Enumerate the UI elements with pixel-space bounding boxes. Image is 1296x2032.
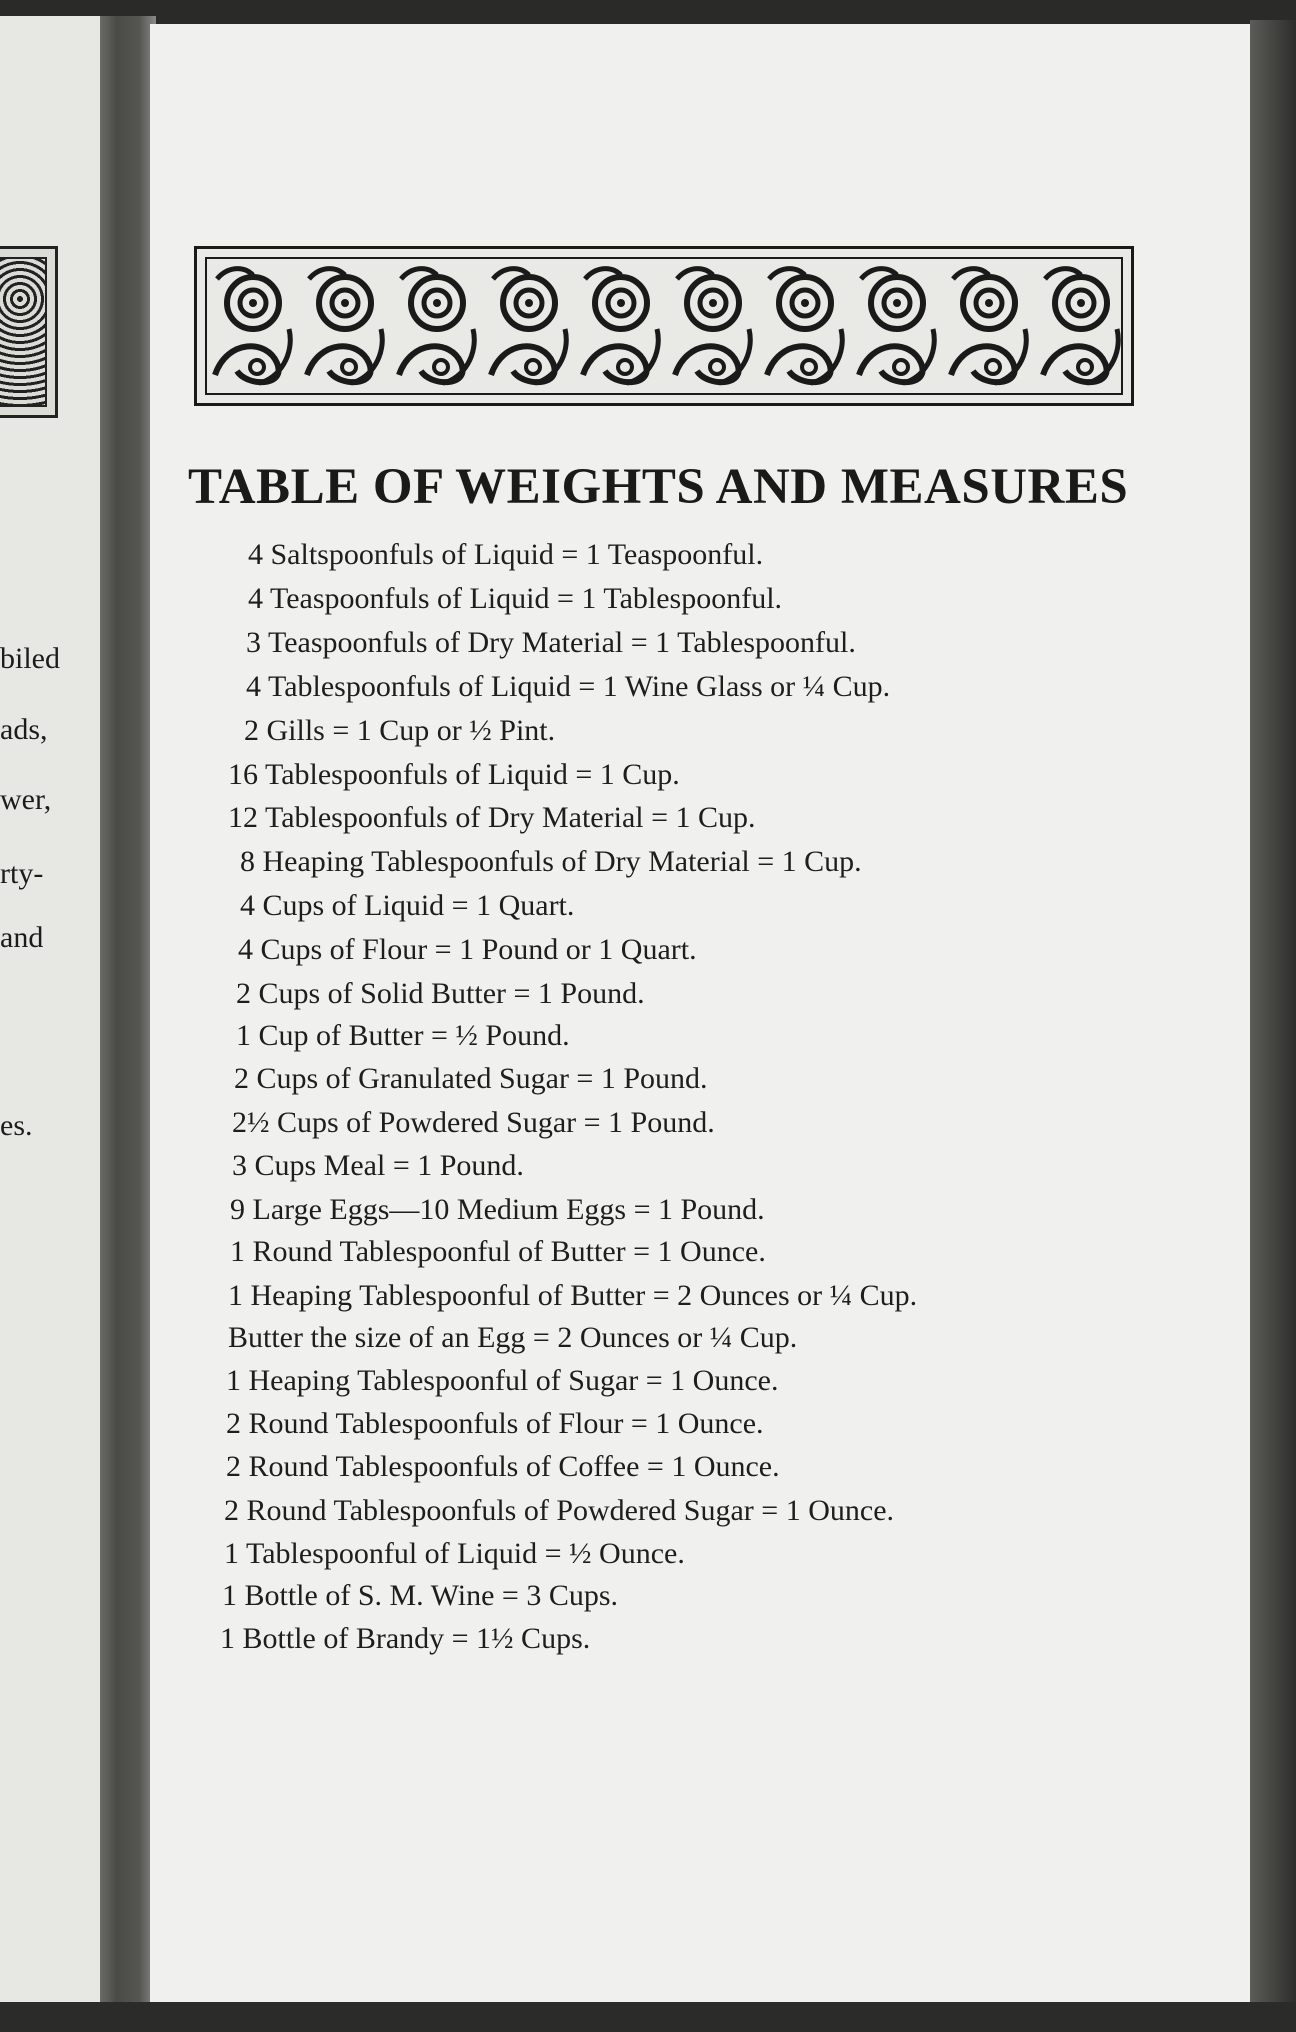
measure-row: 1 Bottle of Brandy = 1½ Cups. <box>220 1622 591 1655</box>
measure-row: 16 Tablespoonfuls of Liquid = 1 Cup. <box>228 758 680 791</box>
measure-row: 2½ Cups of Powdered Sugar = 1 Pound. <box>232 1106 715 1139</box>
page-title: TABLE OF WEIGHTS AND MEASURES <box>188 459 1129 515</box>
scroll-motif <box>399 269 474 383</box>
measure-row: 12 Tablespoonfuls of Dry Material = 1 Cup. <box>228 801 756 834</box>
previous-page-fragment: rty- <box>0 857 44 890</box>
previous-page-fragment: es. <box>0 1109 33 1142</box>
measure-row: 4 Cups of Flour = 1 Pound or 1 Quart. <box>238 933 697 966</box>
previous-page <box>0 16 100 2006</box>
measure-row: 3 Teaspoonfuls of Dry Material = 1 Tablespoonful. <box>246 626 856 659</box>
scroll-motif <box>583 269 658 383</box>
previous-page-fragment: wer, <box>0 783 52 816</box>
measure-row: 2 Round Tablespoonfuls of Coffee = 1 Ounce. <box>226 1450 780 1483</box>
measure-row: 1 Bottle of S. M. Wine = 3 Cups. <box>222 1579 619 1612</box>
measure-row: 2 Round Tablespoonfuls of Flour = 1 Ounce. <box>226 1407 764 1440</box>
scroll-motif <box>859 269 934 383</box>
measure-row: 4 Tablespoonfuls of Liquid = 1 Wine Glass or ¼ Cup. <box>246 670 891 703</box>
scroll-motif <box>215 269 290 383</box>
measure-row: 1 Cup of Butter = ½ Pound. <box>236 1019 570 1052</box>
measure-row: 1 Heaping Tablespoonful of Butter = 2 Ounces or ¼ Cup. <box>228 1279 918 1312</box>
scroll-motif <box>675 269 750 383</box>
measure-row: 1 Round Tablespoonful of Butter = 1 Ounce. <box>230 1235 766 1268</box>
measure-row: 2 Cups of Granulated Sugar = 1 Pound. <box>234 1062 708 1095</box>
measure-row: 2 Cups of Solid Butter = 1 Pound. <box>236 977 645 1010</box>
measure-row: 4 Teaspoonfuls of Liquid = 1 Tablespoonful. <box>248 582 783 615</box>
previous-page-ornament <box>0 246 58 418</box>
previous-page-fragment: and <box>0 921 44 954</box>
measure-row: 2 Round Tablespoonfuls of Powdered Sugar = 1 Ounce. <box>224 1494 895 1527</box>
scroll-motif <box>491 269 566 383</box>
previous-page-fragment: biled <box>0 642 60 675</box>
measure-row: 1 Heaping Tablespoonful of Sugar = 1 Ounce. <box>226 1364 779 1397</box>
measure-row: 8 Heaping Tablespoonfuls of Dry Material = 1 Cup. <box>240 845 862 878</box>
book-gutter <box>100 16 156 2006</box>
scan-right-edge <box>1250 20 1296 2032</box>
measure-row: 4 Saltspoonfuls of Liquid = 1 Teaspoonful. <box>248 538 764 571</box>
measure-row: 2 Gills = 1 Cup or ½ Pint. <box>244 714 556 747</box>
ornamental-header-band <box>194 246 1134 406</box>
scroll-motif <box>307 269 382 383</box>
scroll-motif <box>951 269 1026 383</box>
scroll-frieze-icon <box>207 259 1123 395</box>
measure-row: 1 Tablespoonful of Liquid = ½ Ounce. <box>224 1537 685 1570</box>
measure-row: 3 Cups Meal = 1 Pound. <box>232 1149 524 1182</box>
measure-row: 9 Large Eggs—10 Medium Eggs = 1 Pound. <box>230 1193 765 1226</box>
scroll-motif <box>767 269 842 383</box>
measure-row: 4 Cups of Liquid = 1 Quart. <box>240 889 575 922</box>
scroll-motif <box>1043 269 1118 383</box>
previous-page-fragment: ads, <box>0 713 48 746</box>
measure-row: Butter the size of an Egg = 2 Ounces or ¼ Cup. <box>228 1321 798 1354</box>
scan-bottom-edge <box>0 2002 1296 2032</box>
